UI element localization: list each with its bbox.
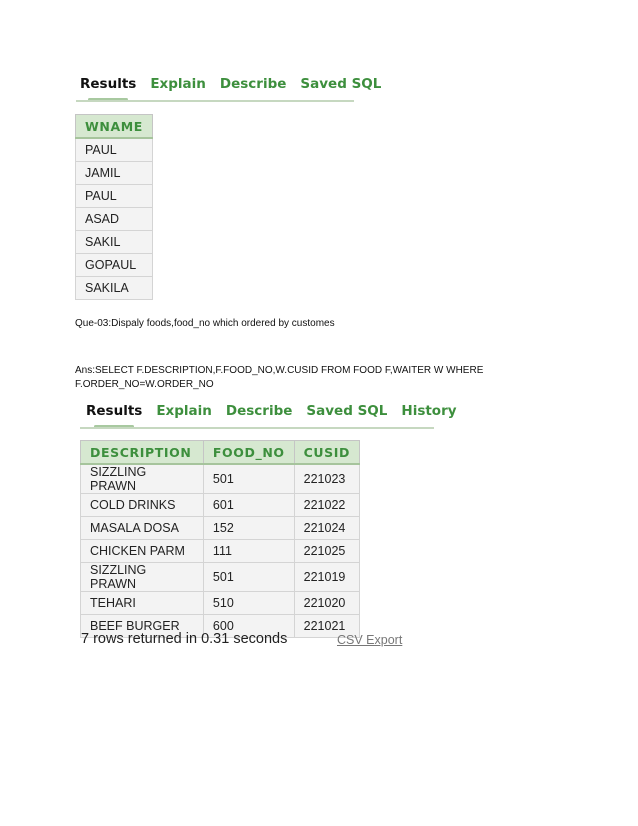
cell-description: MASALA DOSA: [81, 517, 204, 540]
table-row: [76, 208, 153, 231]
cell-food-no: 601: [203, 494, 294, 517]
table-row: [81, 464, 360, 494]
question-text: Que-03:Dispaly foods,food_no which ordered by customes: [75, 318, 335, 329]
table-header-row: [81, 441, 360, 465]
table-row: [76, 138, 153, 162]
cell-wname: JAMIL: [76, 162, 153, 185]
cell-wname: PAUL: [76, 138, 153, 162]
rows-returned-status: 7 rows returned in 0.31 seconds: [81, 631, 288, 647]
table-row: [81, 517, 360, 540]
cell-cusid: 221022: [294, 494, 359, 517]
query2-tab-bar: [86, 403, 471, 419]
table-row: [76, 162, 153, 185]
column-header-description: DESCRIPTION: [81, 441, 204, 465]
answer-line-1: Ans:SELECT F.DESCRIPTION,F.FOOD_NO,W.CUSID FROM FOOD F,WAITER W WHERE: [75, 365, 484, 376]
column-header-wname: WNAME: [76, 115, 153, 139]
tab-saved-sql[interactable]: Saved SQL: [300, 76, 382, 92]
tab-describe[interactable]: Describe: [225, 403, 293, 419]
cell-cusid: 221025: [294, 540, 359, 563]
table-row: [76, 254, 153, 277]
cell-food-no: 501: [203, 464, 294, 494]
column-header-food-no: FOOD_NO: [203, 441, 294, 465]
cell-food-no: 152: [203, 517, 294, 540]
cell-description: CHICKEN PARM: [81, 540, 204, 563]
answer-line-2: F.ORDER_NO=W.ORDER_NO: [75, 378, 214, 390]
cell-description: BEEF BURGER: [81, 615, 204, 638]
cell-food-no: 510: [203, 592, 294, 615]
table-row: [81, 494, 360, 517]
tab-explain[interactable]: Explain: [150, 76, 206, 92]
tab-describe[interactable]: Describe: [219, 76, 287, 92]
cell-description: TEHARI: [81, 592, 204, 615]
cell-description: COLD DRINKS: [81, 494, 204, 517]
table-row: [76, 185, 153, 208]
cell-wname: ASAD: [76, 208, 153, 231]
table-row: [81, 563, 360, 592]
cell-description: SIZZLING PRAWN: [81, 464, 204, 494]
cell-cusid: 221019: [294, 563, 359, 592]
tab-explain[interactable]: Explain: [156, 403, 212, 419]
table-header-row: [76, 115, 153, 139]
query1-tab-bar: [80, 76, 395, 92]
cell-food-no: 501: [203, 563, 294, 592]
table-row: [81, 540, 360, 563]
cell-wname: GOPAUL: [76, 254, 153, 277]
cell-cusid: 221020: [294, 592, 359, 615]
table-row: [81, 592, 360, 615]
cell-wname: SAKILA: [76, 277, 153, 300]
cell-cusid: 221021: [294, 615, 359, 638]
tab-results[interactable]: Results: [86, 403, 143, 419]
tab-saved-sql[interactable]: Saved SQL: [306, 403, 388, 419]
cell-food-no: 111: [203, 540, 294, 563]
query1-tab-divider: [76, 100, 354, 102]
answer-text: [75, 364, 495, 391]
query2-results-table: [80, 440, 360, 638]
tab-history[interactable]: History: [401, 403, 457, 419]
cell-wname: SAKIL: [76, 231, 153, 254]
query2-tab-divider: [80, 427, 434, 429]
csv-export-link[interactable]: CSV Export: [337, 633, 403, 647]
cell-cusid: 221024: [294, 517, 359, 540]
table-row: [76, 277, 153, 300]
query1-results-table: [75, 114, 153, 300]
tab-results[interactable]: Results: [80, 76, 137, 92]
cell-wname: PAUL: [76, 185, 153, 208]
table-row: [76, 231, 153, 254]
cell-cusid: 221023: [294, 464, 359, 494]
cell-food-no: 600: [203, 615, 294, 638]
cell-description: SIZZLING PRAWN: [81, 563, 204, 592]
column-header-cusid: CUSID: [294, 441, 359, 465]
